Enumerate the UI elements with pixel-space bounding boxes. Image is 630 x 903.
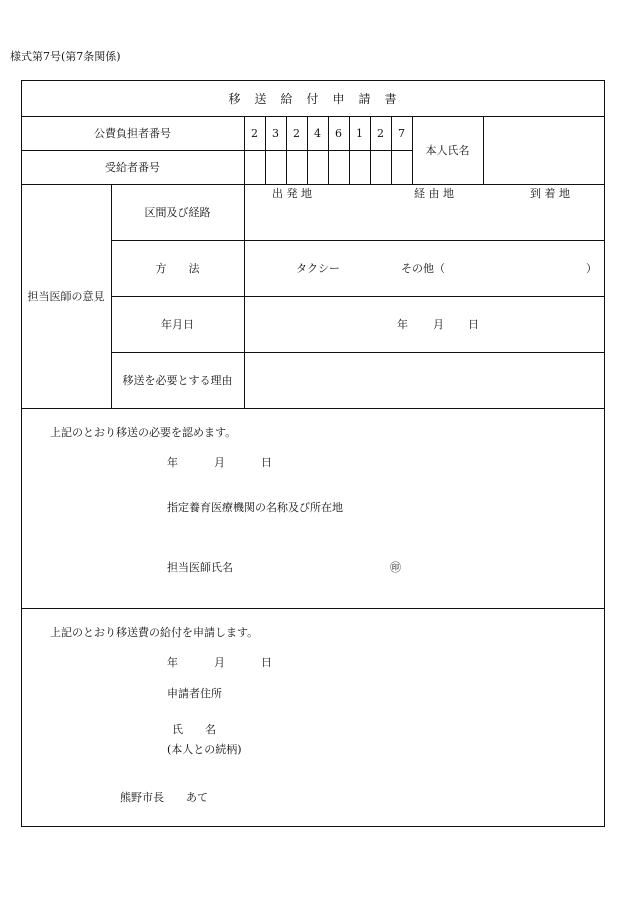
divider <box>483 116 484 184</box>
date-label: 年月日 <box>161 318 194 331</box>
seal-mark: ㊞ <box>390 561 401 574</box>
route-departure-label: 出 発 地 <box>272 187 312 200</box>
relation-label: (本人との続柄) <box>167 743 242 756</box>
addressee: 熊野市長 あて <box>120 791 208 804</box>
person-name-label: 本人氏名 <box>425 144 470 157</box>
public-payer-digit: 1 <box>356 127 363 140</box>
method-label: 方 法 <box>155 262 200 275</box>
recipient-number-label: 受給者番号 <box>105 161 160 174</box>
divider <box>391 116 392 184</box>
divider <box>244 184 245 408</box>
method-other-close: ） <box>586 262 597 275</box>
cert-day-label: 日 <box>261 456 272 469</box>
divider <box>370 116 371 184</box>
form-frame <box>21 80 605 827</box>
app-month-label: 月 <box>214 656 225 669</box>
app-day-label: 日 <box>261 656 272 669</box>
divider <box>307 116 308 184</box>
divider <box>265 116 266 184</box>
divider <box>21 184 605 185</box>
route-label: 区間及び経路 <box>144 206 211 219</box>
method-other-option[interactable]: その他（ <box>401 262 445 275</box>
divider <box>111 352 605 353</box>
institution-label: 指定養育医療機関の名称及び所在地 <box>167 501 343 514</box>
divider <box>286 116 287 184</box>
applicant-name-label: 氏 名 <box>172 723 216 736</box>
public-payer-digit: 2 <box>377 127 384 140</box>
cert-year-label: 年 <box>167 456 178 469</box>
divider <box>244 116 245 184</box>
divider <box>21 116 605 117</box>
divider <box>21 150 412 151</box>
cert-month-label: 月 <box>214 456 225 469</box>
public-payer-digit: 2 <box>293 127 300 140</box>
form-title: 移 送 給 付 申 請 書 <box>228 92 398 106</box>
divider <box>21 408 605 409</box>
public-payer-digit: 6 <box>335 127 342 140</box>
route-arrival-label: 到 着 地 <box>530 187 570 200</box>
method-taxi-option[interactable]: タクシー <box>296 262 340 275</box>
public-payer-digit: 7 <box>398 127 405 140</box>
public-payer-digit: 2 <box>251 127 258 140</box>
date-year-label: 年 <box>397 318 408 331</box>
doctor-opinion-label: 担当医師の意見 <box>27 290 105 303</box>
application-statement: 上記のとおり移送費の給付を申請します。 <box>50 626 259 639</box>
certification-statement: 上記のとおり移送の必要を認めます。 <box>50 426 237 439</box>
divider <box>328 116 329 184</box>
doctor-name-label: 担当医師氏名 <box>167 561 233 574</box>
divider <box>349 116 350 184</box>
public-payer-digit: 4 <box>314 127 321 140</box>
app-year-label: 年 <box>167 656 178 669</box>
form-number: 様式第7号(第7条関係) <box>10 50 121 63</box>
public-payer-number-label: 公費負担者番号 <box>94 127 171 140</box>
divider <box>111 240 605 241</box>
divider <box>111 296 605 297</box>
public-payer-digit: 3 <box>272 127 279 140</box>
date-day-label: 日 <box>468 318 479 331</box>
date-month-label: 月 <box>433 318 444 331</box>
applicant-address-label: 申請者住所 <box>167 687 222 700</box>
route-via-label: 経 由 地 <box>414 187 454 200</box>
reason-label: 移送を必要とする理由 <box>122 374 233 387</box>
divider <box>21 608 605 609</box>
